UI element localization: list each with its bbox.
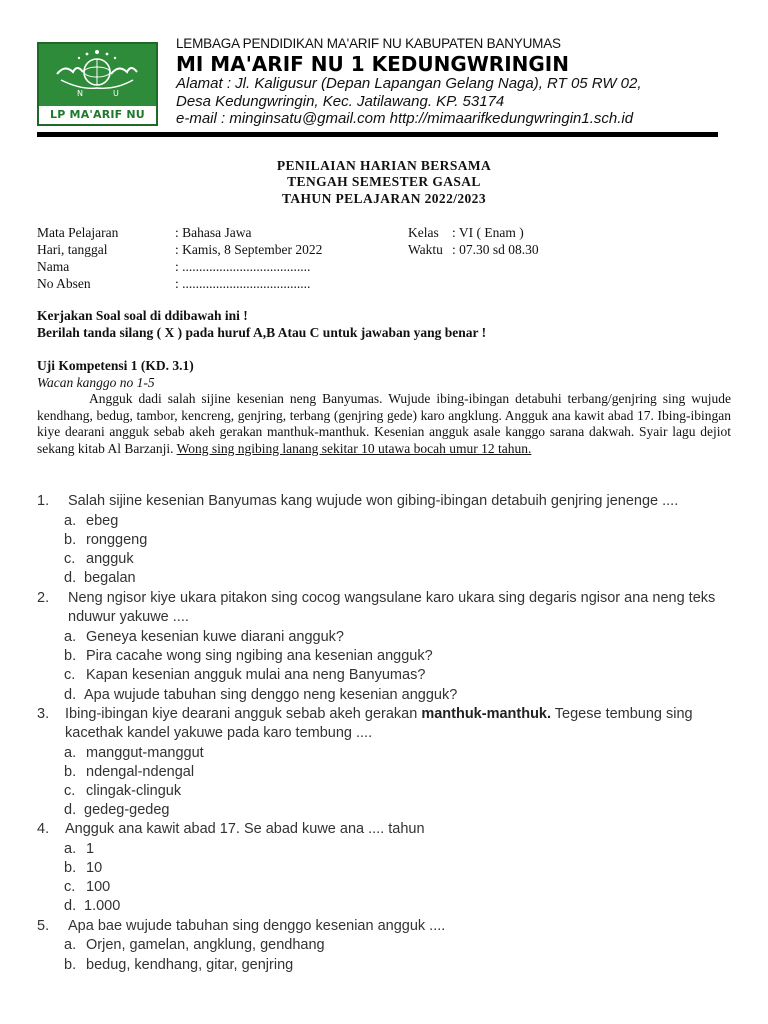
q3-option-d-text: gedeg-gedeg <box>84 802 170 818</box>
q3-option-d-letter[interactable]: d. <box>64 802 77 818</box>
q3-option-a-text: manggut-manggut <box>86 745 204 761</box>
q2-option-c-text: Kapan kesenian angguk mulai ana neng Banyumas? <box>86 667 426 683</box>
question-2-number: 2. <box>37 590 50 606</box>
q5-option-a-text: Orjen, gamelan, angklung, gendhang <box>86 937 325 953</box>
q4-option-a-letter[interactable]: a. <box>64 841 77 857</box>
nu-emblem-icon <box>39 44 156 106</box>
passage-underlined-sentence: Wong sing ngibing lanang sekitar 10 utawa bocah umur 12 tahun. <box>176 440 532 456</box>
question-3-text-after: Tegese tembung sing kacethak kandel yakuwe pada karo tembung .... <box>65 706 693 741</box>
q4-option-c-text: 100 <box>86 879 111 895</box>
exam-title-1: PENILAIAN HARIAN BERSAMA <box>276 158 492 173</box>
q5-option-b-text: bedug, kendhang, gitar, genjring <box>86 957 294 973</box>
day-label: Hari, tanggal <box>37 242 108 257</box>
organization-name: LEMBAGA PENDIDIKAN MA'ARIF NU KABUPATEN BANYUMAS <box>176 36 561 51</box>
q2-option-b-text: Pira cacahe wong sing ngibing ana kesenian angguk? <box>86 648 433 664</box>
exam-title-3: TAHUN PELAJARAN 2022/2023 <box>281 191 486 206</box>
question-5-number: 5. <box>37 918 50 934</box>
q2-option-a-letter[interactable]: a. <box>64 629 77 645</box>
exam-title-2: TENGAH SEMESTER GASAL <box>287 174 481 189</box>
time-value: : 07.30 sd 08.30 <box>452 242 539 257</box>
q1-option-b-text: ronggeng <box>86 532 148 548</box>
reading-label: Wacan kanggo no 1-5 <box>37 375 155 390</box>
q4-option-c-letter[interactable]: c. <box>64 879 76 895</box>
q1-option-d-text: begalan <box>84 570 136 586</box>
q4-option-d-text: 1.000 <box>84 898 121 914</box>
question-3-text-before: Ibing-ibingan kiye dearani angguk sebab akeh gerakan <box>65 706 422 722</box>
name-field[interactable]: : ...................................... <box>175 259 311 274</box>
section-title: Uji Kompetensi 1 (KD. 3.1) <box>37 358 194 373</box>
q3-option-c-letter[interactable]: c. <box>64 783 76 799</box>
logo-label: LP MA'ARIF NU <box>39 106 156 124</box>
reading-passage <box>37 391 731 457</box>
question-3-text <box>65 705 730 743</box>
school-name: MI MA'ARIF NU 1 KEDUNGWRINGIN <box>176 52 569 76</box>
q2-option-d-letter[interactable]: d. <box>64 687 77 703</box>
address-line-1: Alamat : Jl. Kaligusur (Depan Lapangan Gelang Naga), RT 05 RW 02, <box>176 75 642 92</box>
q2-option-a-text: Geneya kesenian kuwe diarani angguk? <box>86 629 344 645</box>
class-label: Kelas <box>408 225 439 240</box>
name-label: Nama <box>37 259 70 274</box>
question-1-number: 1. <box>37 493 50 509</box>
instruction-1: Kerjakan Soal soal di ddibawah ini ! <box>37 308 248 323</box>
q1-option-a-letter[interactable]: a. <box>64 513 77 529</box>
passage-text: Angguk dadi salah sijine kesenian neng Banyumas. Wujude ibing-ibingan detabuhi terbang/genjring sing wujude kendhang, bedug, tambor, kencreng, genjring, terbang (genjring gede) karo angklung. Angguk ana kawit abad 17. Ibing-ibingan kiye dearani angguk sebab akeh gerakan manthuk-manthuk. Kesenian angguk asale kanggo sarana dakwah. Syair lagu dejiot sekang kitab Al Barzanji. <box>37 391 731 456</box>
q5-option-a-letter[interactable]: a. <box>64 937 77 953</box>
question-5-text: Apa bae wujude tabuhan sing denggo kesenian angguk .... <box>68 918 446 934</box>
contact-line: e-mail : minginsatu@gmail.com http://mimaarifkedungwringin1.sch.id <box>176 110 634 127</box>
day-value: : Kamis, 8 September 2022 <box>175 242 323 257</box>
subject-label: Mata Pelajaran <box>37 225 119 240</box>
q5-option-b-letter[interactable]: b. <box>64 957 77 973</box>
subject-value: : Bahasa Jawa <box>175 225 252 240</box>
class-value: : VI ( Enam ) <box>452 225 524 240</box>
absen-label: No Absen <box>37 276 91 291</box>
q2-option-c-letter[interactable]: c. <box>64 667 76 683</box>
q4-option-b-letter[interactable]: b. <box>64 860 77 876</box>
question-4-number: 4. <box>37 821 50 837</box>
time-label: Waktu <box>408 242 443 257</box>
q3-option-c-text: clingak-clinguk <box>86 783 182 799</box>
question-2-text <box>68 589 728 627</box>
question-4-text: Angguk ana kawit abad 17. Se abad kuwe ana .... tahun <box>65 821 425 837</box>
q1-option-b-letter[interactable]: b. <box>64 532 77 548</box>
q4-option-a-text: 1 <box>86 841 95 857</box>
instruction-2: Berilah tanda silang ( X ) pada huruf A,B Atau C untuk jawaban yang benar ! <box>37 325 487 340</box>
absen-field[interactable]: : ...................................... <box>175 276 311 291</box>
question-3-number: 3. <box>37 706 50 722</box>
q4-option-b-text: 10 <box>86 860 103 876</box>
q2-option-d-text: Apa wujude tabuhan sing denggo neng kesenian angguk? <box>84 687 458 703</box>
lp-maarif-nu-logo <box>37 42 158 126</box>
letterhead-divider <box>37 132 718 137</box>
q3-option-b-text: ndengal-ndengal <box>86 764 195 780</box>
q4-option-d-letter[interactable]: d. <box>64 898 77 914</box>
logo-letter-n: N <box>77 89 83 98</box>
q1-option-c-letter[interactable]: c. <box>64 551 76 567</box>
question-1-text: Salah sijine kesenian Banyumas kang wujude won gibing-ibingan detabuih genjring jenenge .... <box>68 493 679 509</box>
address-line-2: Desa Kedungwringin, Kec. Jatilawang. KP. 53174 <box>176 93 505 110</box>
q1-option-a-text: ebeg <box>86 513 119 529</box>
q1-option-c-text: angguk <box>86 551 134 567</box>
question-2-text-content: Neng ngisor kiye ukara pitakon sing cocog wangsulane karo ukara sing degaris ngisor ana neng teks nduwur yakuwe .... <box>68 590 716 625</box>
q3-option-b-letter[interactable]: b. <box>64 764 77 780</box>
q1-option-d-letter[interactable]: d. <box>64 570 77 586</box>
logo-letter-u: U <box>113 89 119 98</box>
question-3-bold-term: manthuk-manthuk. <box>421 706 552 722</box>
q2-option-b-letter[interactable]: b. <box>64 648 77 664</box>
q3-option-a-letter[interactable]: a. <box>64 745 77 761</box>
